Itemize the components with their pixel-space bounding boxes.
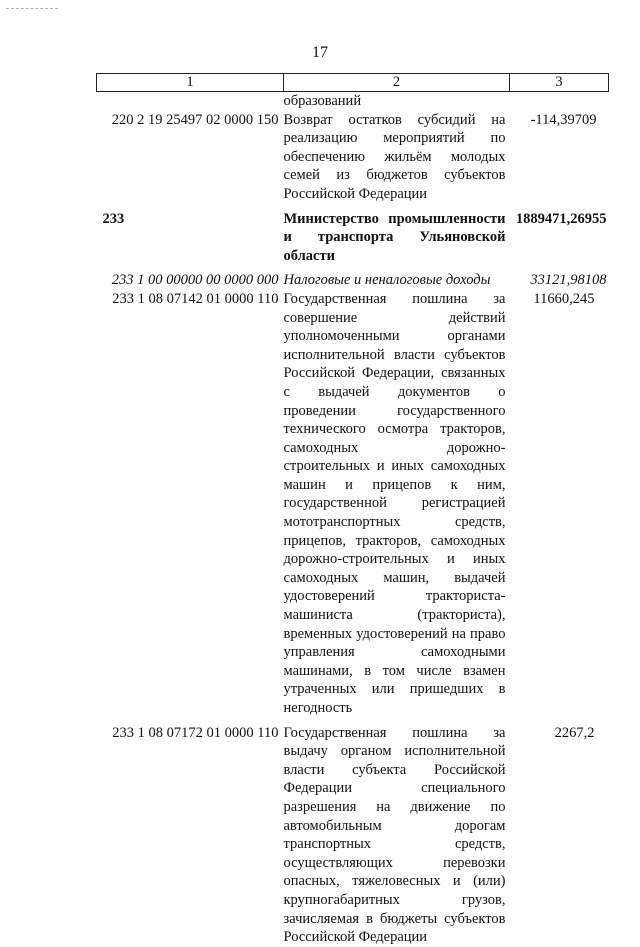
column-header-3: 3 <box>510 74 609 92</box>
table-row <box>97 718 609 947</box>
row-code: 233 <box>102 210 125 227</box>
table-row <box>97 92 609 111</box>
column-header-1: 1 <box>97 74 284 92</box>
table-row <box>97 290 609 718</box>
row-code: 220 2 19 25497 02 0000 150 <box>111 111 279 128</box>
row-code: 233 1 00 00000 00 0000 000 <box>111 272 279 289</box>
row-name: Возврат остатков субсидий на реализацию мероприятий по обеспечению жильём молодых семей из бюджетов субъектов Российской Федерации <box>283 111 506 202</box>
row-name: образований <box>283 93 362 109</box>
row-name: Государственная пошлина за выдачу органом исполнительной власти субъекта Российской Федерации специального разрешения на движение по автомобильным дорогам транспортных средств, осуществляющих перевозки опасных, тяжеловесных и (или) крупногабаритных грузов, зачисляемая в бюджеты субъектов Российской Федерации <box>283 724 506 946</box>
scan-corner-mark <box>6 8 58 9</box>
row-amount: 11660,245 <box>533 290 595 307</box>
row-code: 233 1 08 07172 01 0000 110 <box>112 724 279 741</box>
table-header-row <box>97 74 609 92</box>
row-name: Министерство промышленности и транспорта Ульяновской области <box>283 210 506 264</box>
column-header-2: 2 <box>284 74 510 92</box>
row-name: Налоговые и неналоговые доходы <box>283 272 491 289</box>
row-amount: -114,39709 <box>530 111 597 128</box>
budget-revenue-table <box>96 73 609 947</box>
row-amount: 1889471,26955 <box>515 210 607 227</box>
row-amount: 33121,98108 <box>530 272 607 289</box>
row-amount: 2267,2 <box>554 724 595 741</box>
row-code: 233 1 08 07142 01 0000 110 <box>112 290 279 307</box>
table-row-subtotal <box>97 265 609 290</box>
page-number: 17 <box>312 44 328 61</box>
row-name: Государственная пошлина за совершение действий уполномоченными органами исполнительной власти субъектов Российской Федерации, связанных с выдачей документов о проведении государственного технического осмотра тракторов, самоходных дорожно-строительных и иных самоходных машин и прицепов к ним, государственной регистрацией мототранспортных средств, прицепов, тракторов, самоходных дорожно-строительных и иных самоходных машин, выдачей удостоверений тракториста-машиниста (тракториста), временных удостоверений на право управления самоходными машинами, в том числе взамен утраченных или пришедших в негодность <box>283 290 506 716</box>
table-row-ministry <box>97 204 609 266</box>
table-row <box>97 111 609 204</box>
row-code <box>97 92 284 111</box>
row-amount <box>510 92 609 111</box>
